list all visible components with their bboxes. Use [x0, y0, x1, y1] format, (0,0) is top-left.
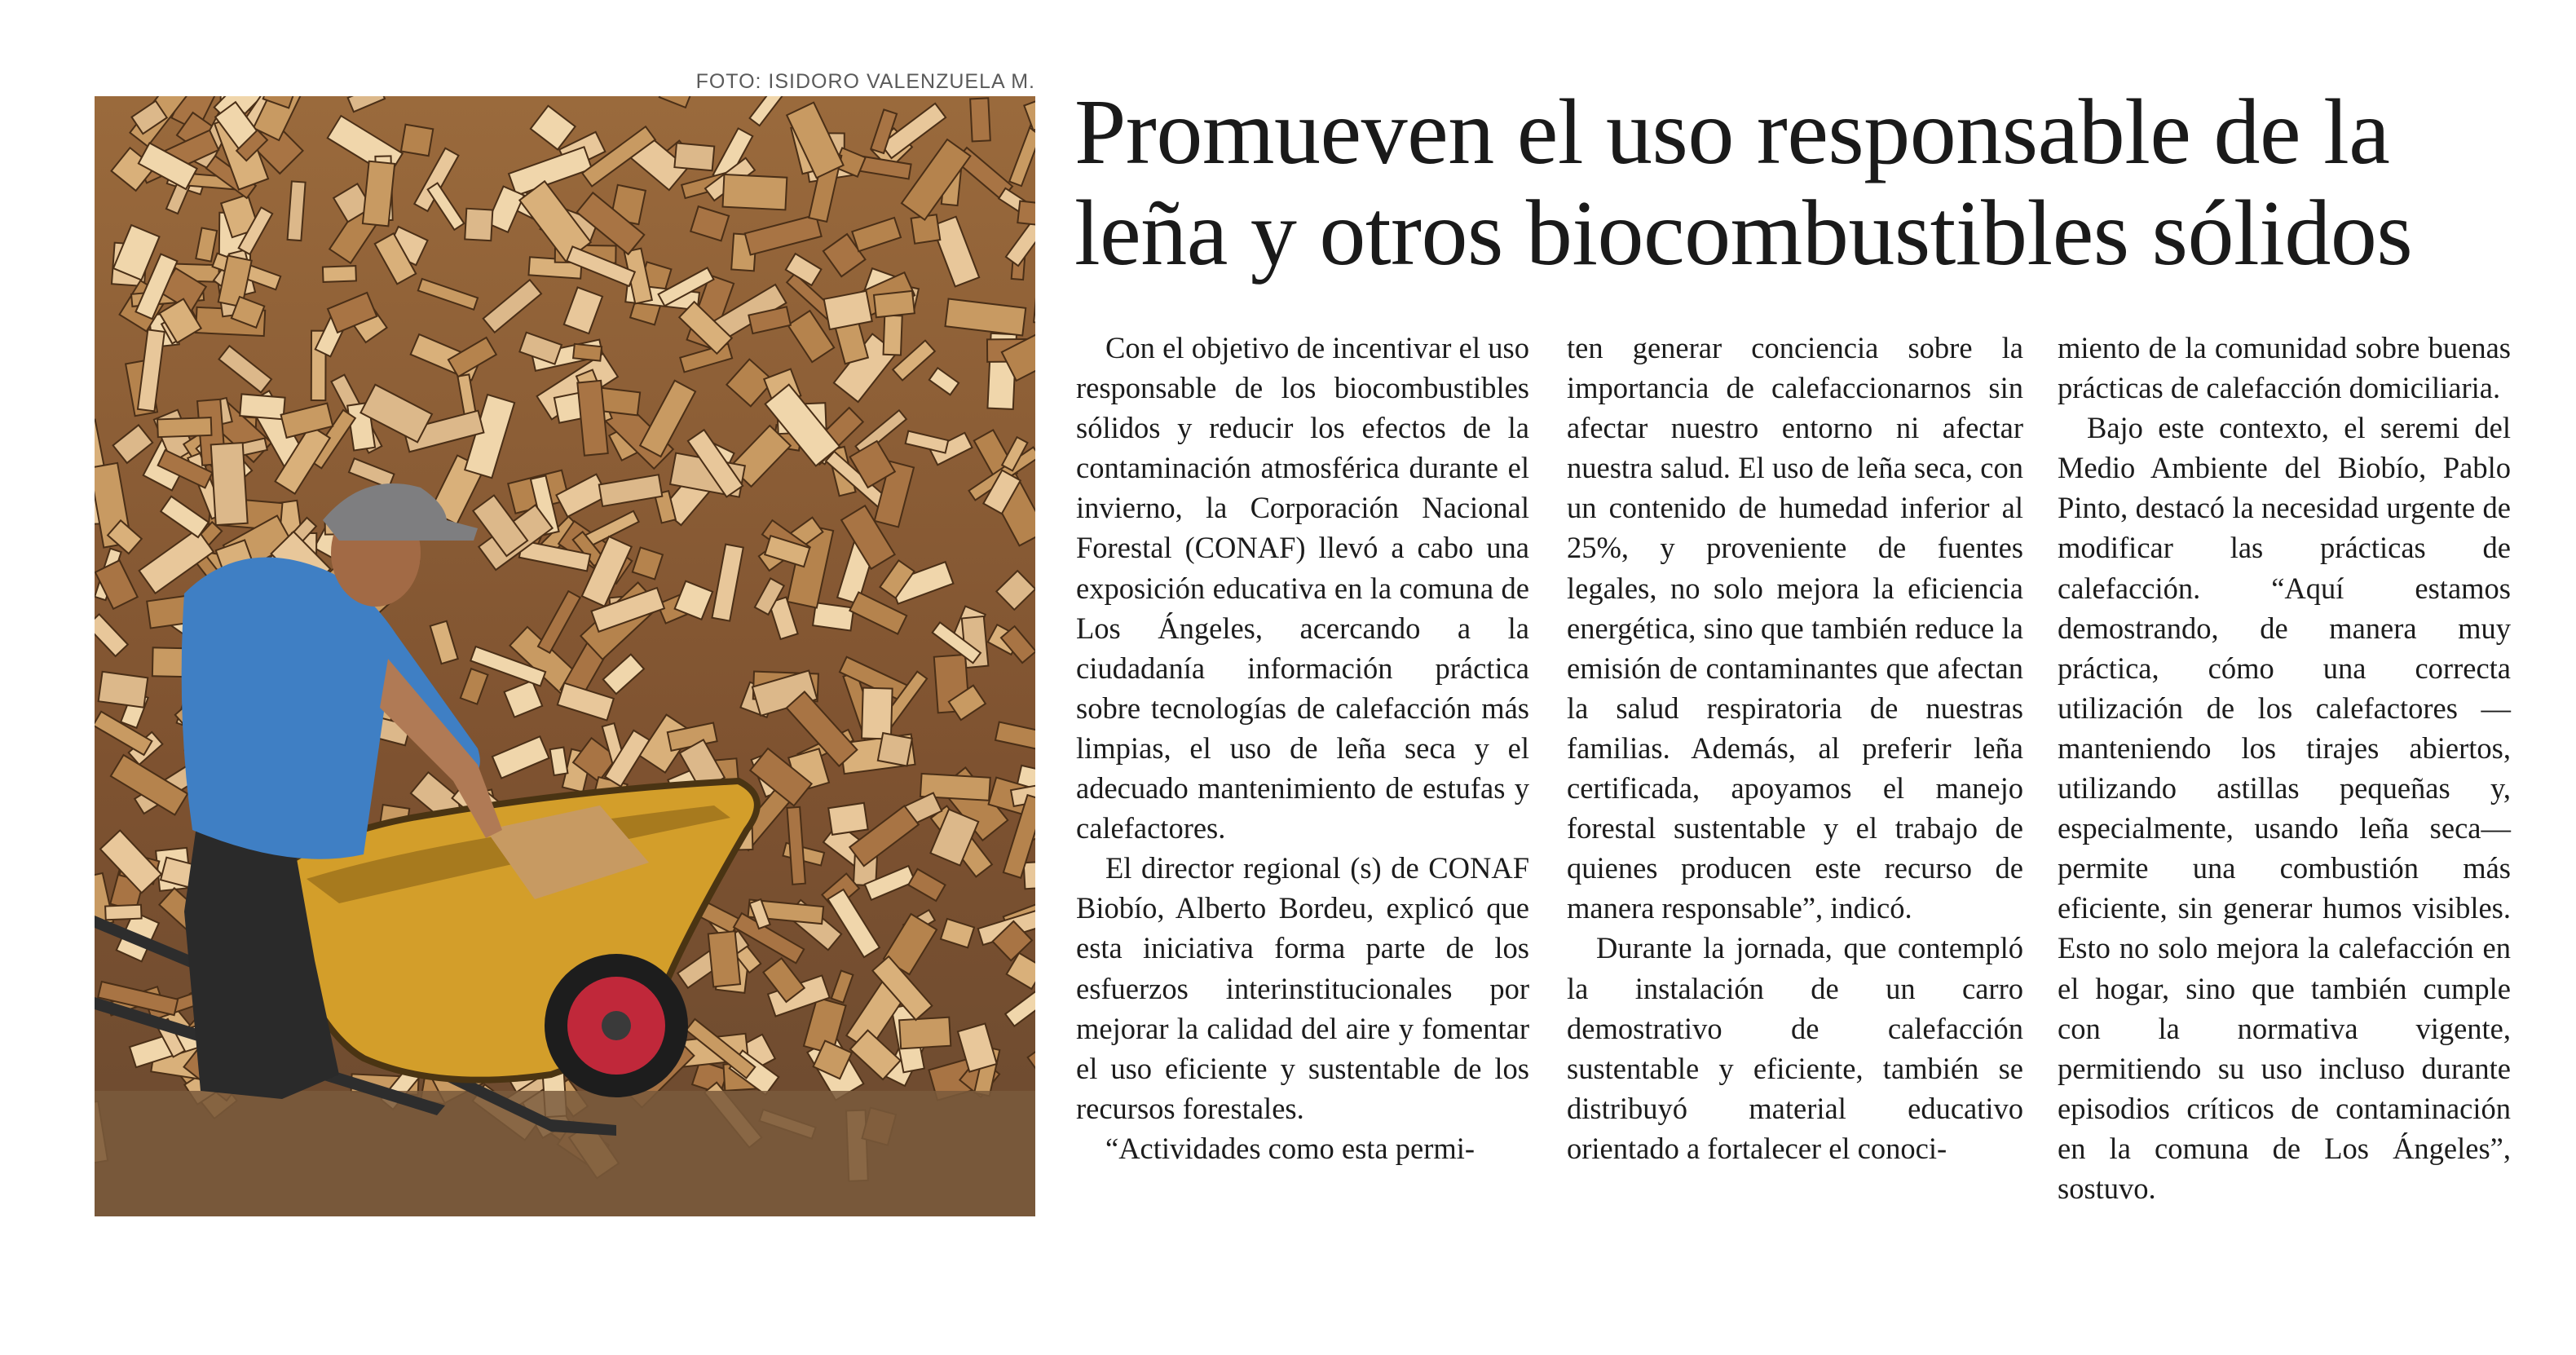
wood-piece: [105, 905, 142, 920]
wood-piece: [723, 174, 787, 210]
paragraph: miento de la comunidad sobre buenas prácticas de calefacción domiciliaria.: [2058, 331, 2511, 405]
wood-piece: [970, 98, 990, 141]
wood-piece: [573, 344, 602, 361]
paragraph: “Actividades como esta permi-: [1105, 1131, 1475, 1165]
wood-piece: [401, 125, 433, 157]
article-column-1: [1076, 328, 1529, 1208]
wood-piece: [323, 266, 356, 282]
headline-line-1: Promueven el uso responsable de la: [1074, 80, 2390, 183]
ground: [95, 1091, 1035, 1216]
headline-line-2: leña y otros biocombustibles sólidos: [1074, 181, 2413, 285]
wood-piece: [240, 394, 285, 419]
article-column-3: [2058, 328, 2511, 1208]
paragraph: El director regional (s) de CONAF Biobío, Alberto Bordeu, explicó que esta iniciativa forma parte de los esfuerzos interinstitucionales por mejorar la calidad del aire y fomentar el uso eficiente y sustentable de los recursos forestales.: [1076, 851, 1529, 1125]
article-photo: [95, 96, 1035, 1216]
article-column-2: [1567, 328, 2023, 1208]
wood-piece: [157, 417, 211, 437]
article-headline: [1074, 82, 2550, 284]
wood-piece: [862, 688, 893, 739]
wood-piece: [884, 316, 902, 355]
wood-piece: [363, 161, 395, 227]
wood-piece: [99, 672, 148, 708]
paragraph: Durante la jornada, que contempló la instalación de un carro demostrativo de calefacción sustentable y eficiente, también se distribuyó material educativo orientado a fortalecer el conoci-: [1567, 931, 2023, 1165]
wood-piece: [674, 143, 714, 170]
paragraph: Bajo este contexto, el seremi del Medio Ambiente del Biobío, Pablo Pinto, destacó la necesidad urgente de modificar las prácticas de calefacción. “Aquí estamos demostrando, de manera muy práctica, cómo una correcta utilización de los calefactores —manteniendo los tirajes abiertos, utilizando astillas pequeñas y, especialmente, usando leña seca— permite una combustión más eficiente, sin generar humos visibles. Esto no solo mejora la calefacción en el hogar, sino que también cumple con la normativa vigente, permitiendo su uso incluso durante episodios críticos de contaminación en la comuna de Los Ángeles”, sostuvo.: [2058, 411, 2511, 1205]
wood-piece: [828, 803, 867, 835]
wood-piece: [550, 748, 568, 775]
wood-piece: [211, 443, 248, 525]
firewood-photo-illustration: [95, 96, 1035, 1216]
wood-piece: [874, 291, 915, 317]
wood-piece: [708, 931, 740, 986]
wheel-hub: [602, 1011, 631, 1040]
photo-credit: FOTO: ISIDORO VALENZUELA M.: [695, 70, 1035, 93]
paragraph: ten generar conciencia sobre la importancia de calefaccionarnos sin afectar nuestro entorno ni afectar nuestra salud. El uso de leña seca, con un contenido de humedad inferior al 25%, y proveniente de fuentes legales, no solo mejora la eficiencia energética, sino que también reduce la emisión de contaminantes que afectan la salud respiratoria de nuestras familias. Además, al preferir leña certificada, apoyamos el manejo forestal sustentable y el trabajo de quienes producen este recurso de manera responsable”, indicó.: [1567, 331, 2023, 925]
wood-piece: [899, 1017, 951, 1049]
paragraph: Con el objetivo de incentivar el uso responsable de los biocombustibles sólidos y reducir los efectos de la contaminación atmosférica durante el invierno, la Corporación Nacional Forestal (CONAF) llevó a cabo una exposición educativa en la comuna de Los Ángeles, acercando a la ciudadanía información práctica sobre tecnologías de calefacción más limpias, el uso de leña seca y el adecuado mantenimiento de estufas y calefactores.: [1076, 331, 1529, 845]
wood-piece: [813, 602, 854, 630]
wood-piece: [878, 733, 912, 766]
wood-piece: [465, 209, 492, 241]
